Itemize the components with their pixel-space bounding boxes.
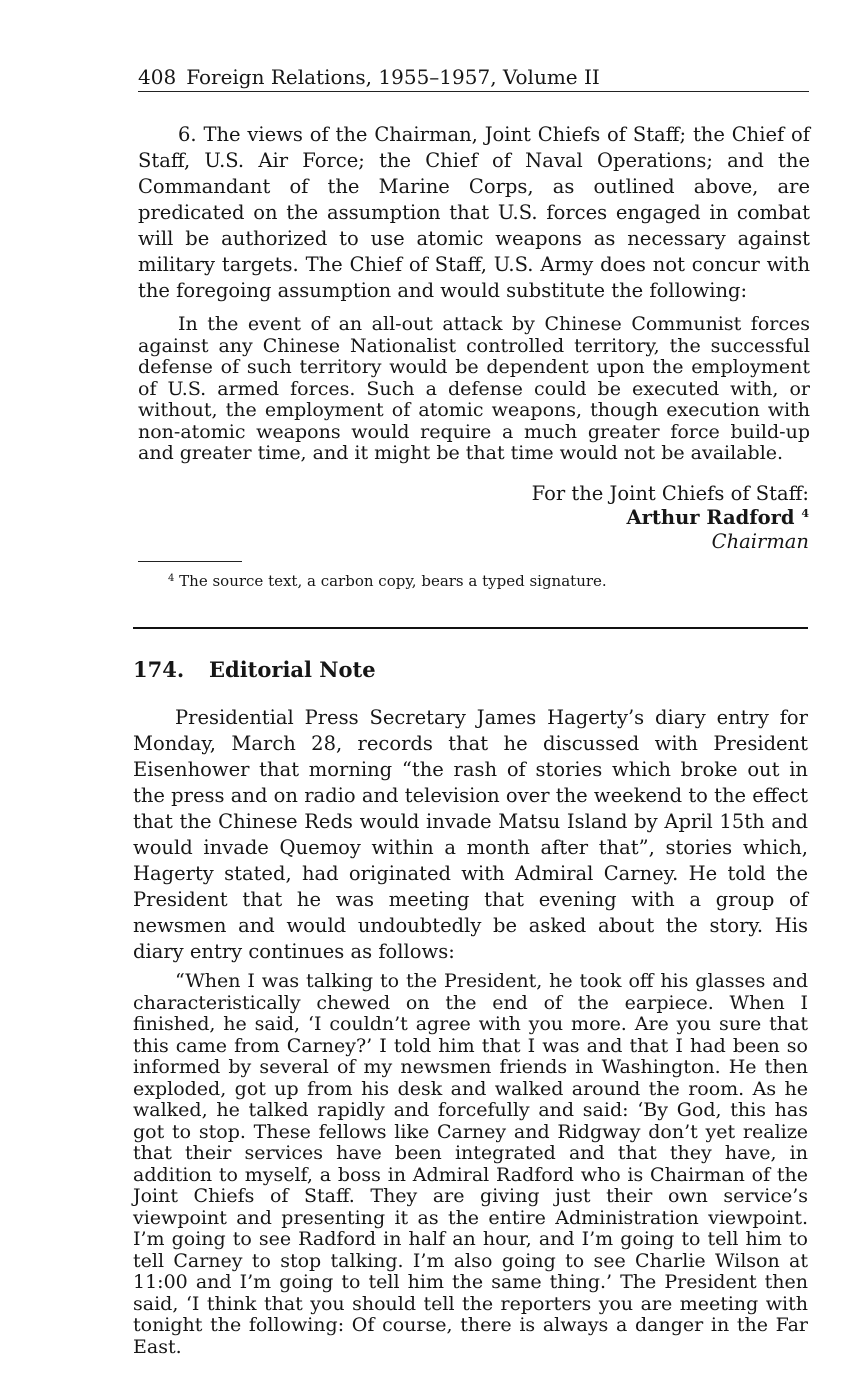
signature-line: For the Joint Chiefs of Staff:: [531, 482, 809, 505]
signatory-name-line: [532, 506, 809, 530]
page-number: 408: [138, 65, 177, 89]
section-divider: [133, 627, 808, 629]
footnote-marker: 4: [168, 573, 175, 584]
footnote-reference: 4: [801, 507, 809, 520]
document-number: 174.: [133, 657, 185, 682]
signature-block: [532, 482, 809, 554]
paragraph-6: 6. The views of the Chairman, Joint Chiefs of Staff; the Chief of Staff, U.S. Air Force; the Chief of Naval Operations; and the Commandant of the Marine Corps, as outlined above, are predicated on the assumption that U.S. forces engaged in combat will be authorized to use atomic weapons as necessary against military targets. The Chief of Staff, U.S. Army does not concur with the foregoing assumption and would substitute the following:: [138, 123, 810, 302]
diary-quote: “When I was talking to the President, he took off his glasses and characteristically chewed on the end of the earpiece. When I finished, he said, ‘I couldn’t agree with you more. Are you sure that this came from Carney?’ I told him that I was and that I had been so informed by several of my newsmen friends in Washington. He then exploded, got up from his desk and walked around the room. As he walked, he talked rapidly and forcefully and said: ‘By God, this has got to stop. These fellows like Carney and Ridgway don’t yet realize that their services have been integrated and that they have, in addition to myself, a boss in Admiral Radford who is Chairman of the Joint Chiefs of Staff. They are giving just their own service’s viewpoint and presenting it as the entire Administration viewpoint. I’m going to see Radford in half an hour, and I’m going to tell him to tell Carney to stop talking. I’m also going to see Charlie Wilson at 11:00 and I’m going to tell him the same thing.’ The President then said, ‘I think that you should tell the reporters you are meeting with tonight the following: Of course, there is always a danger in the Far East.: [133, 970, 808, 1358]
signatory-title: Chairman: [711, 530, 809, 553]
section-title: Editorial Note: [209, 657, 376, 682]
section-heading: [133, 656, 376, 684]
footnote-text: The source text, a carbon copy, bears a typed signature.: [179, 572, 607, 590]
running-head: [138, 64, 809, 92]
army-substitute-quote: In the event of an all-out attack by Chinese Communist forces against any Chinese Nationalist controlled territory, the successful defense of such territory would be dependent upon the employment of U.S. armed forces. Such a defense could be executed with, or without, the employment of atomic weapons, though execution with non-atomic weapons would require a much greater force build-up and greater time, and it might be that time would not be available.: [138, 313, 810, 464]
volume-title: Foreign Relations, 1955–1957, Volume II: [186, 65, 600, 89]
editorial-paragraph: Presidential Press Secretary James Hagerty’s diary entry for Monday, March 28, records that he discussed with President Eisenhower that morning “the rash of stories which broke out in the press and on radio and television over the weekend to the effect that the Chinese Reds would invade Matsu Island by April 15th and would invade Quemoy within a month after that”, stories which, Hagerty stated, had originated with Admiral Carney. He told the President that he was meeting that evening with a group of newsmen and would undoubtedly be asked about the story. His diary entry continues as follows:: [133, 706, 808, 963]
footnote: [168, 570, 607, 592]
footnote-rule: [138, 561, 242, 562]
signatory-name: Arthur Radford: [626, 506, 795, 529]
